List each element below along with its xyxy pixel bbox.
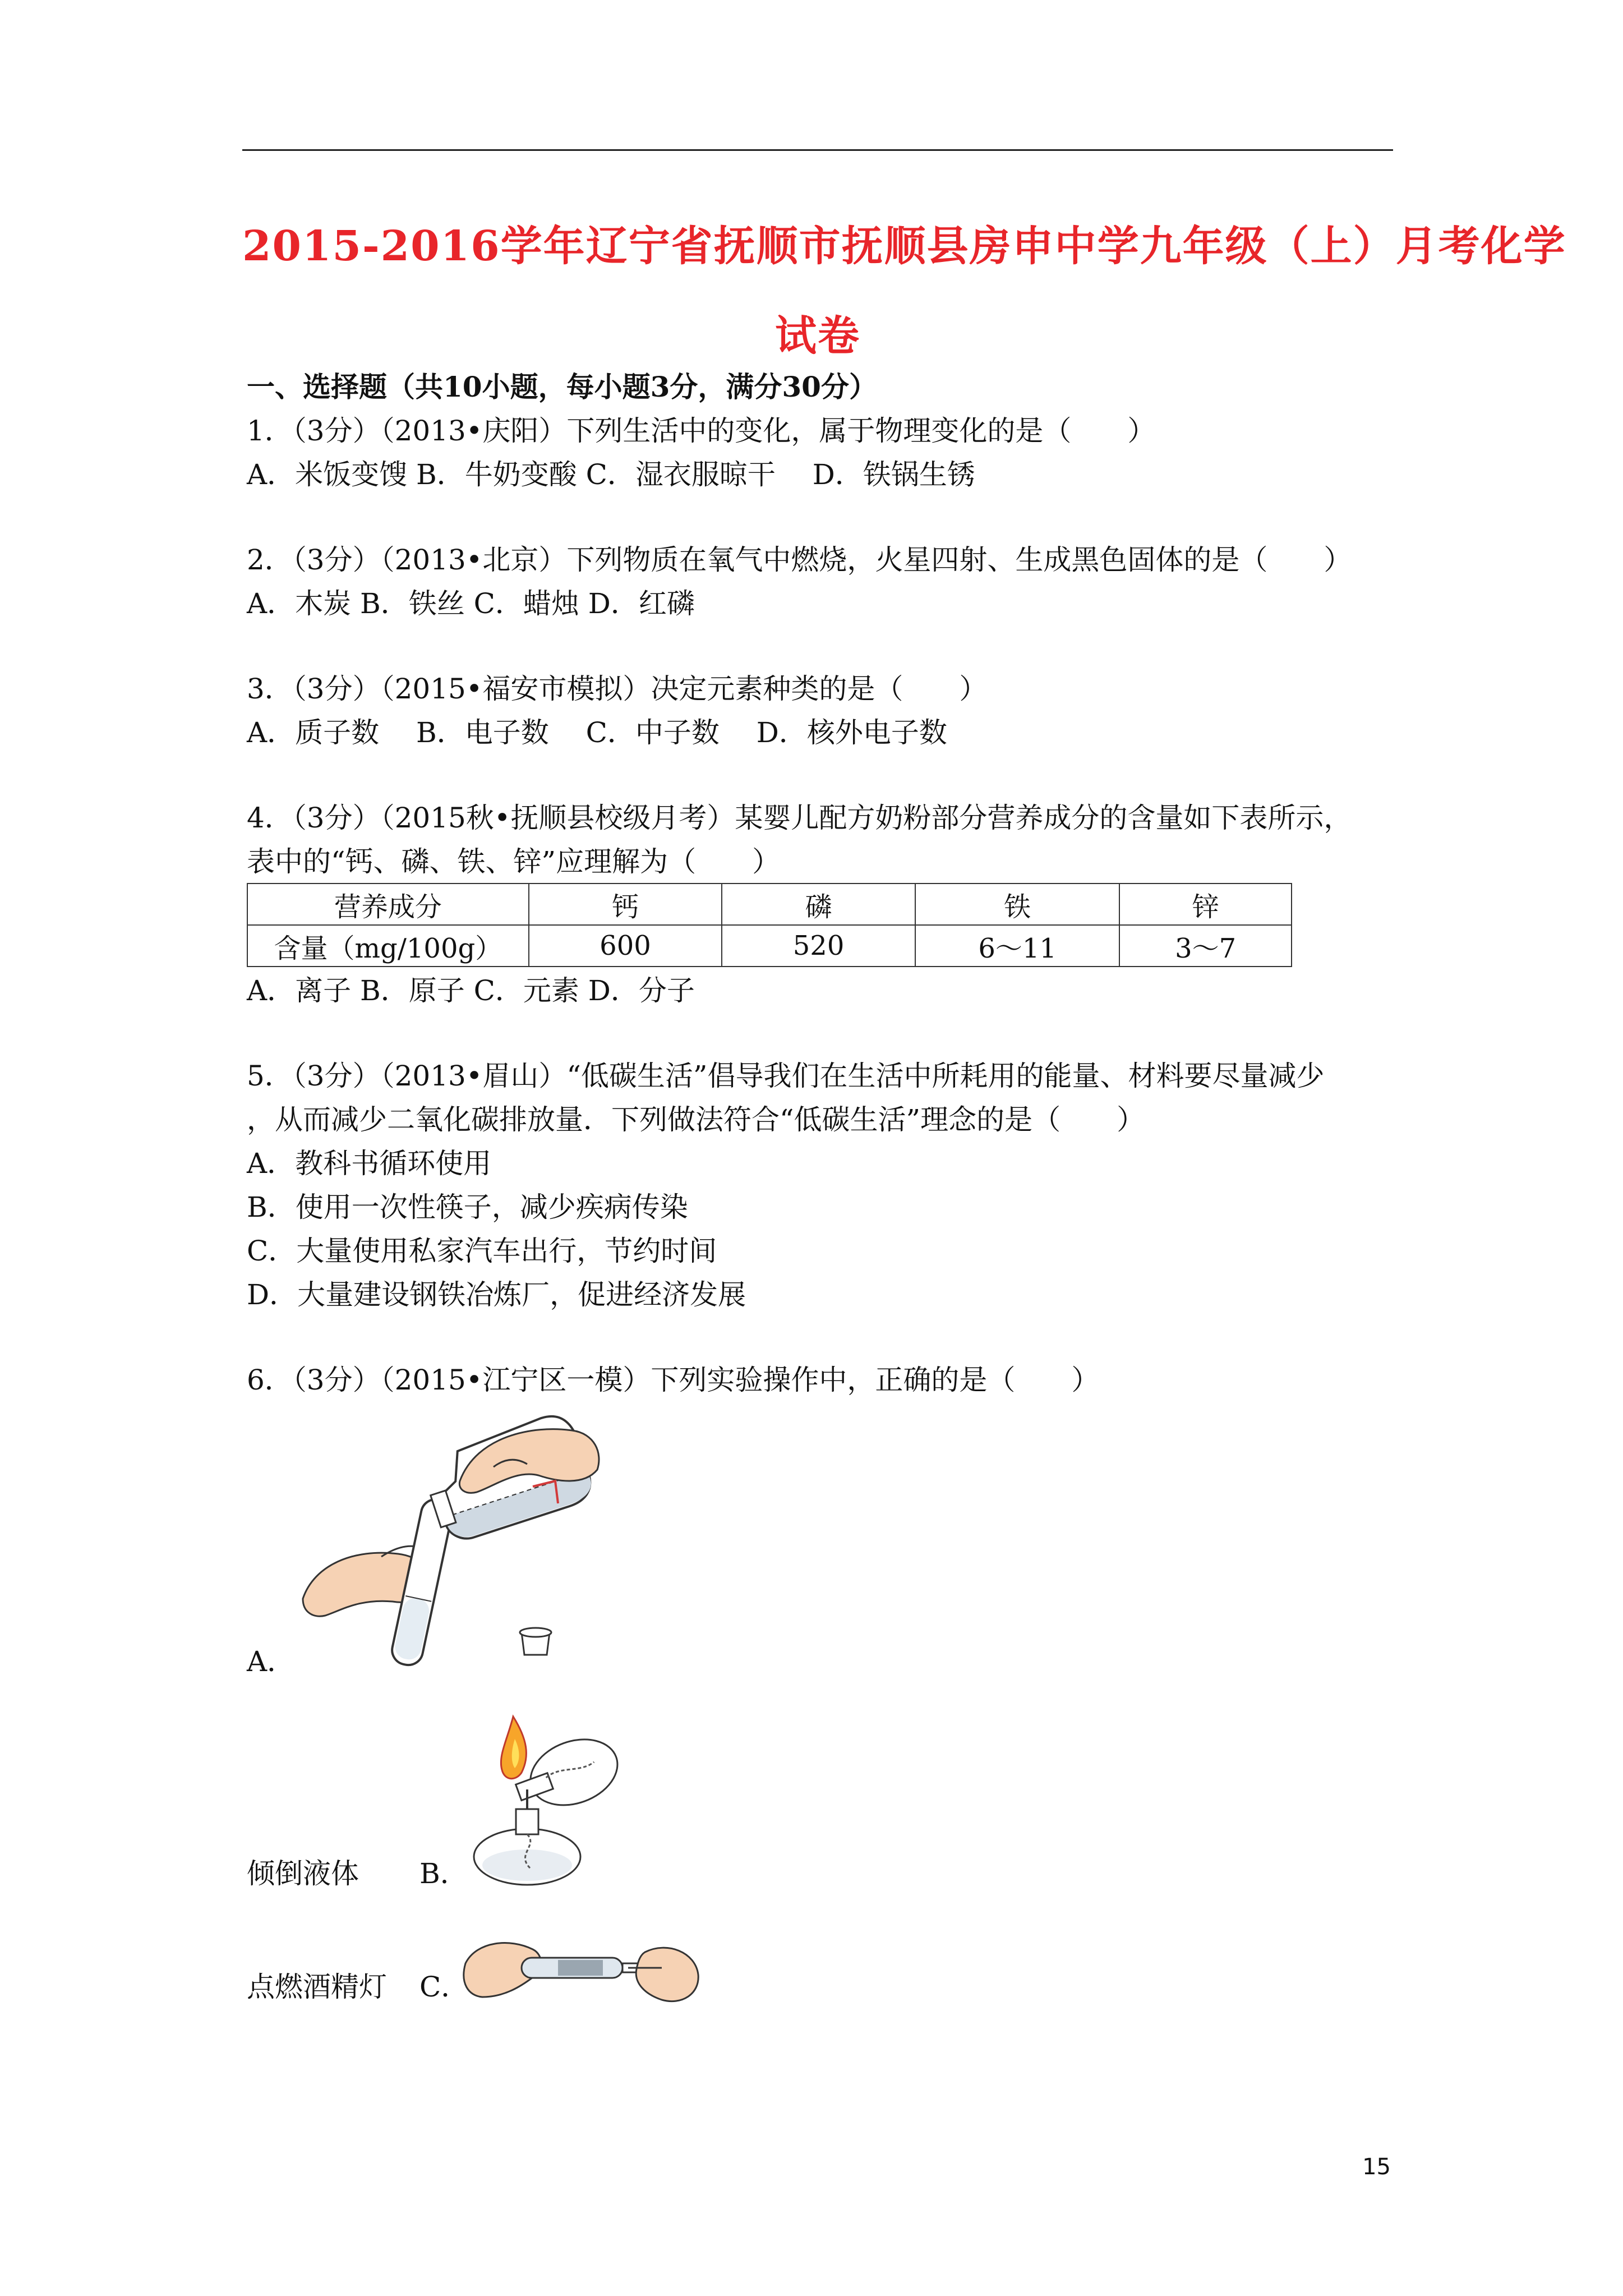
table-cell: 6～11 [915,925,1120,967]
table-cell: 锌 [1119,884,1292,925]
question-4-stem-line2: 表中的“钙、磷、铁、锌”应理解为（ ） [247,845,781,878]
table-cell: 铁 [915,884,1120,925]
page-title-line1: 2015-2016学年辽宁省抚顺市抚顺县房申中学九年级（上）月考化学 [242,222,1566,270]
question-1-stem: 1．（3分）（2013•庆阳）下列生活中的变化，属于物理变化的是（ ） [247,415,1156,447]
question-1-options: A．米饭变馊 B．牛奶变酸 C．湿衣服晾干 D．铁锅生锈 [247,458,975,491]
question-5-stem-line1: 5．（3分）（2013•眉山）“低碳生活”倡导我们在生活中所耗用的能量、材料要尽量减少 [247,1060,1325,1092]
table-header-row [247,884,1292,925]
section-heading: 一、选择题（共10小题，每小题3分，满分30分） [247,370,877,403]
question-4-options: A．离子 B．原子 C．元素 D．分子 [247,974,695,1007]
question-5-option-d: D．大量建设钢铁冶炼厂，促进经济发展 [247,1278,746,1311]
table-cell: 3～7 [1119,925,1292,967]
question-6-label-b: B． [419,1857,468,1890]
question-4-stem-line1: 4．（3分）（2015秋•抚顺县校级月考）某婴儿配方奶粉部分营养成分的含量如下表所示， [247,802,1352,834]
table-cell: 600 [529,925,722,967]
pouring-liquid-figure [292,1414,606,1672]
question-6-label-c: C． [419,1971,469,2003]
question-6-stem: 6．（3分）（2015•江宁区一模）下列实验操作中，正确的是（ ） [247,1364,1100,1396]
table-cell: 钙 [529,884,722,925]
question-6-caption-b: 点燃酒精灯 [247,1971,387,2003]
question-2-stem: 2．（3分）（2013•北京）下列物质在氧气中燃烧，火星四射、生成黑色固体的是（ ） [247,544,1352,576]
question-2-options: A．木炭 B．铁丝 C．蜡烛 D．红磷 [247,587,695,620]
question-5-option-c: C．大量使用私家汽车出行，节约时间 [247,1235,717,1267]
alcohol-lamp-figure [460,1705,628,1890]
page-title-line2: 试卷 [775,312,860,360]
question-3-stem: 3．（3分）（2015•福安市模拟）决定元素种类的是（ ） [247,673,988,705]
question-5-stem-line2: ，从而减少二氧化碳排放量．下列做法符合“低碳生活”理念的是（ ） [247,1103,1145,1136]
table-cell: 含量（mg/100g） [247,925,529,967]
table-row [247,925,1292,967]
question-3-options: A．质子数 B．电子数 C．中子数 D．核外电子数 [247,716,947,749]
header-rule [242,149,1393,151]
question-5-option-b: B．使用一次性筷子，减少疾病传染 [247,1191,688,1223]
test-tube-hands-figure [460,1930,701,2014]
table-cell: 磷 [722,884,915,925]
table-cell: 营养成分 [247,884,529,925]
question-5-option-a: A．教科书循环使用 [247,1147,492,1180]
question-6-caption-a: 倾倒液体 [247,1857,359,1890]
page-number: 15 [1362,2154,1391,2180]
nutrition-table [247,883,1292,967]
table-cell: 520 [722,925,915,967]
question-6-label-a: A． [247,1645,296,1678]
